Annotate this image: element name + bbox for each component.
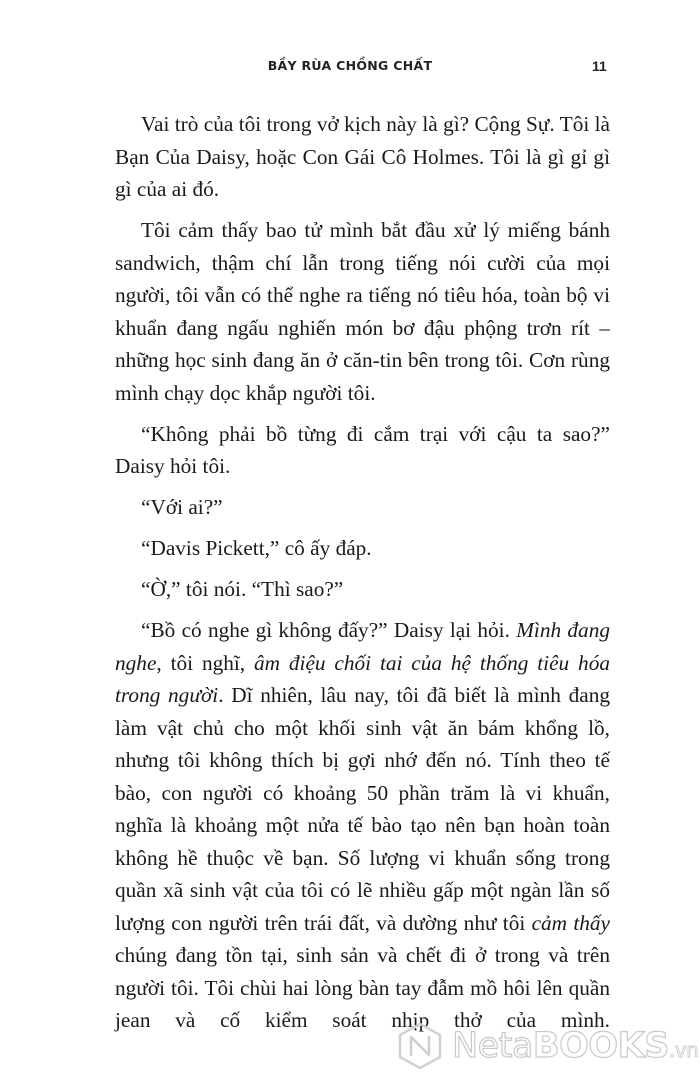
- watermark-domain: .vn: [668, 1038, 699, 1062]
- paragraph: [115, 214, 610, 409]
- paragraph: [115, 108, 610, 206]
- italic-text-run: Mình đang nghe: [115, 618, 611, 675]
- text-run: “Bồ có nghe gì không đấy?” Daisy lại hỏi.: [141, 618, 517, 642]
- italic-text-run: âm điệu chối tai của hệ thống tiêu hóa trong người: [115, 650, 610, 707]
- text-run: chúng đang tồn tại, sinh sản và chết đi ở trong và trên người tôi. Tôi chùi hai lòng bàn tay đẫm mồ hôi lên quần jean và cố kiểm soát nhịp thở của mình.: [115, 943, 610, 1032]
- text-run: “Ờ,” tôi nói. “Thì sao?”: [141, 577, 344, 601]
- text-run: Vai trò của tôi trong vở kịch này là gì? Cộng Sự. Tôi là Bạn Của Daisy, hoặc Con Gái Cô Holmes. Tôi là gì gỉ gì gì của ai đó.: [115, 112, 610, 201]
- watermark-text: [452, 1026, 698, 1066]
- text-run: “Không phải bồ từng đi cắm trại với cậu ta sao?” Daisy hỏi tôi.: [115, 421, 610, 478]
- page-number: 11: [592, 58, 607, 74]
- paragraph: [115, 418, 610, 483]
- watermark-brand-prefix: Neta: [452, 1026, 533, 1066]
- text-run: . Dĩ nhiên, lâu nay, tôi đã biết là mình đang làm vật chủ cho một khối sinh vật ăn bám khổng lồ, nhưng tôi không thích bị gợi nhớ đến nó. Tính theo tế bào, con người có khoảng 50 phần trăm là vi khuẩn, nghĩa là khoảng một nửa tế bào tạo nên bạn hoàn toàn không hề thuộc về bạn. Số lượng vi khuẩn sống trong quần xã sinh vật của tôi có lẽ nhiều gấp một ngàn lần số lượng con người trên trái đất, và dường như tôi: [115, 683, 610, 935]
- text-run: , tôi nghĩ,: [156, 650, 254, 675]
- running-header: [0, 58, 700, 82]
- paragraph: [115, 614, 610, 1037]
- text-run: “Với ai?”: [141, 495, 223, 519]
- text-run: Tôi cảm thấy bao tử mình bắt đầu xử lý miếng bánh sandwich, thậm chí lẫn trong tiếng nói cười của mọi người, tôi vẫn có thể nghe ra tiếng nó tiêu hóa, toàn bộ vi khuẩn đang ngấu nghiến món bơ đậu phộng trơn rít – những học sinh đang ăn ở căn-tin bên trong tôi. Cơn rùng mình chạy dọc khắp người tôi.: [115, 218, 610, 405]
- running-title: BẦY RÙA CHỒNG CHẤT: [267, 58, 433, 73]
- watermark-brand-suffix: BOOKS: [532, 1026, 669, 1066]
- n-logo-icon: [396, 1022, 444, 1070]
- paragraph: [115, 491, 610, 524]
- paragraph: [115, 573, 610, 606]
- paragraph: [115, 532, 610, 565]
- italic-text-run: cảm thấy: [531, 910, 610, 935]
- watermark: [396, 1022, 699, 1072]
- body-text: [115, 108, 610, 1037]
- text-run: “Davis Pickett,” cô ấy đáp.: [141, 536, 372, 560]
